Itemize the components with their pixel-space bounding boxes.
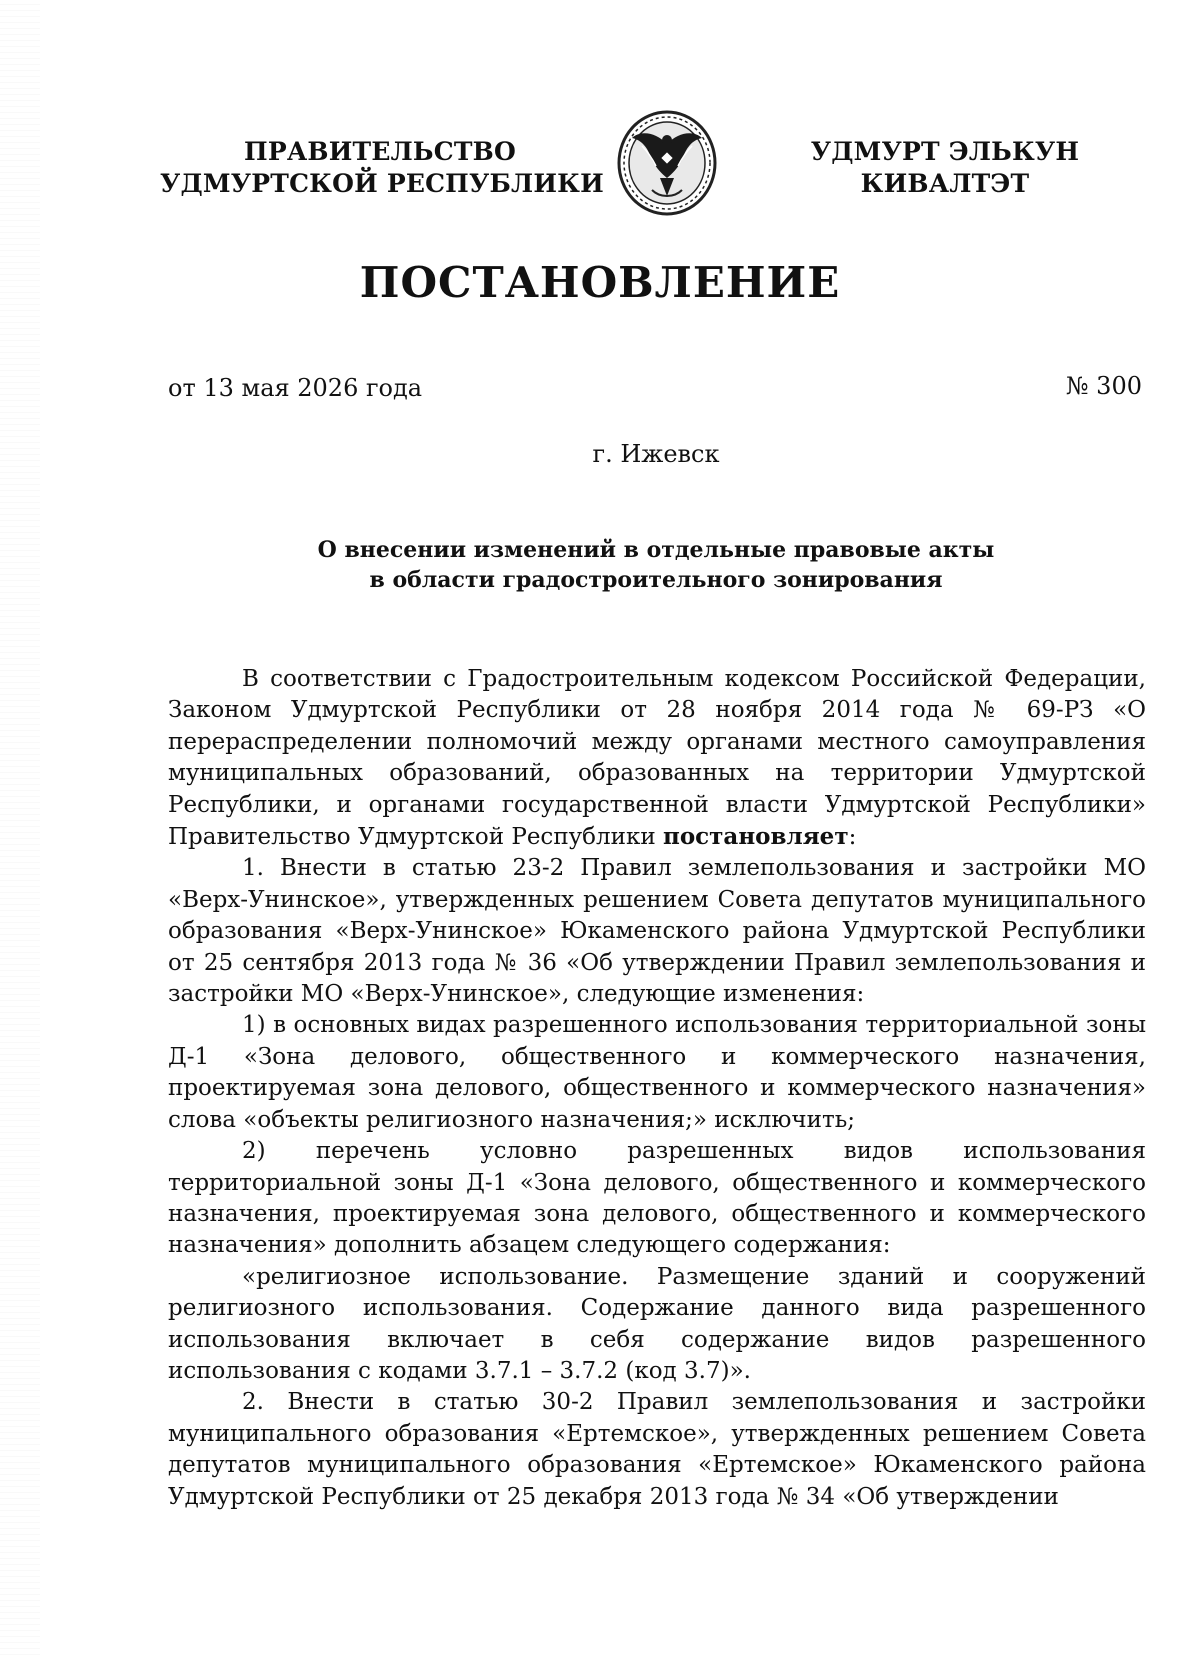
scan-artifact — [0, 0, 40, 1655]
document-title: ПОСТАНОВЛЕНИЕ — [359, 258, 841, 307]
issuer-udmurt-line-1: УДМУРТ ЭЛЬКУН — [810, 137, 1080, 166]
preamble-paragraph — [168, 664, 1146, 853]
document-body — [168, 664, 1146, 1513]
coat-of-arms-udmurtia-icon — [612, 108, 722, 218]
issuer-line-2: УДМУРТСКОЙ РЕСПУБЛИКИ — [160, 169, 604, 198]
preamble-text: В соответствии с Градостроительным кодексом Российской Федерации, Законом Удмуртской Республики от 28 ноября 2014 года № 69-РЗ «О перераспределении полномочий между органами местного самоуправления муниципальных образований, образованных на территории Удмуртской Республики, и органами государственной власти Удмуртской Республики» Правительство Удмуртской Республики — [168, 666, 1146, 851]
document-number: № 300 — [1065, 372, 1142, 400]
item-1-1-paragraph: 1) в основных видах разрешенного использования территориальной зоны Д-1 «Зона делового, общественного и коммерческого назначения, проектируемая зона делового, общественного и коммерческого назначения» слова «объекты религиозного назначения;» исключить; — [168, 1012, 1146, 1133]
item-1-paragraph: 1. Внести в статью 23-2 Правил землепользования и застройки МО «Верх-Унинское», утвержденных решением Совета депутатов муниципального образования «Верх-Унинское» Юкаменского района Удмуртской Республики от 25 сентября 2013 года № 36 «Об утверждении Правил землепользования и застройки МО «Верх-Унинское», следующие изменения: — [168, 855, 1146, 1008]
issuer-name-udmurt — [780, 136, 1110, 200]
item-2-paragraph: 2. Внести в статью 30-2 Правил землепользования и застройки муниципального образования «Ертемское», утвержденных решением Совета депутатов муниципального образования «Ертемское» Юкаменского района Удмуртской Республики от 25 декабря 2013 года № 34 «Об утверждении — [168, 1389, 1146, 1510]
document-date: от 13 мая 2026 года — [168, 374, 423, 402]
document-subject — [0, 535, 1200, 595]
issuer-name-russian — [160, 136, 604, 200]
item-1-2-paragraph: 2) перечень условно разрешенных видов использования территориальной зоны Д-1 «Зона делового, общественного и коммерческого назначения, проектируемая зона делового, общественного и коммерческого назначения» дополнить абзацем следующего содержания: — [168, 1138, 1146, 1259]
preamble-colon: : — [848, 824, 857, 851]
issuer-line-1: ПРАВИТЕЛЬСТВО — [244, 137, 516, 166]
preamble-keyword: постановляет — [662, 823, 849, 851]
subject-line-2: в области градостроительного зонирования — [369, 567, 943, 593]
subject-line-1: О внесении изменений в отдельные правовые акты — [317, 537, 995, 563]
document-city: г. Ижевск — [592, 440, 720, 468]
item-1-2-quote-paragraph: «религиозное использование. Размещение зданий и сооружений религиозного использования. Содержание данного вида разрешенного использования включает в себя содержание видов разрешенного использования с кодами 3.7.1 – 3.7.2 (код 3.7)». — [168, 1263, 1146, 1384]
issuer-udmurt-line-2: КИВАЛТЭТ — [860, 169, 1030, 198]
